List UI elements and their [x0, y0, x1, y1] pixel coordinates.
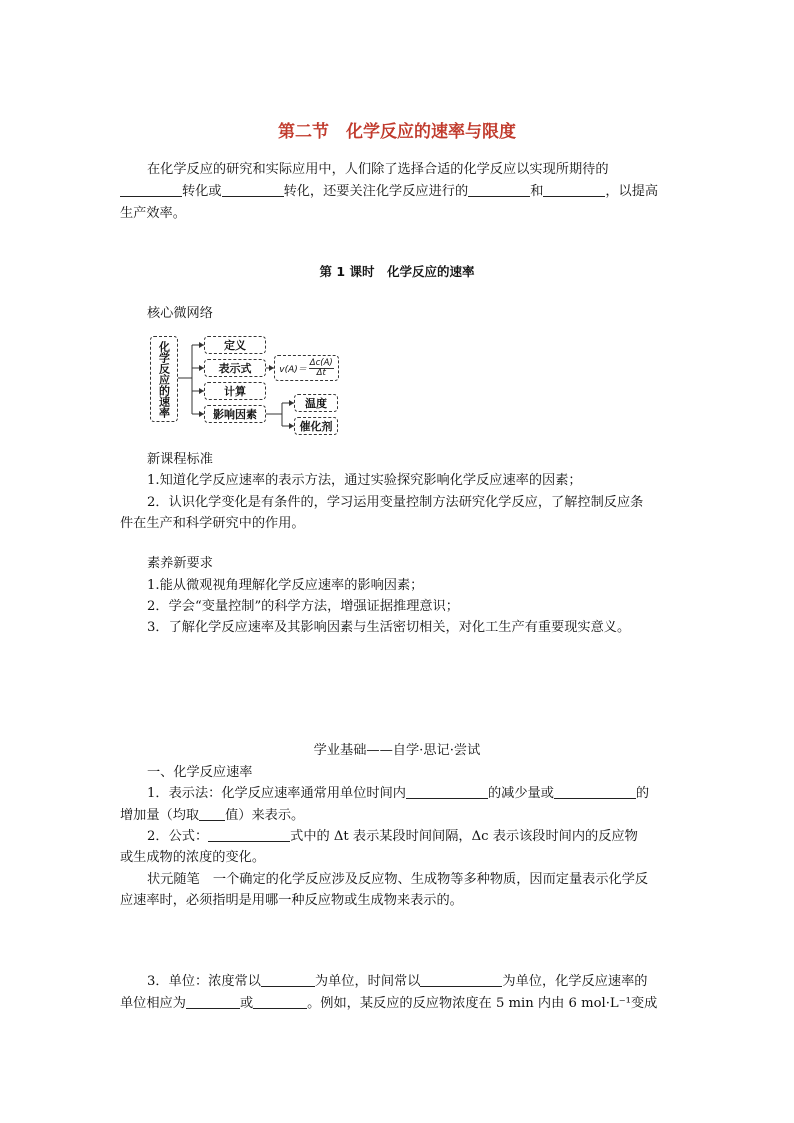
rate-formula — [274, 355, 339, 381]
intro-line-3: 生产效率。 — [120, 206, 186, 221]
curriculum-heading: 新课程标准 — [147, 452, 213, 467]
section-heading: 学业基础——自学·思记·尝试 — [313, 743, 481, 758]
curriculum-item-2-cont: 件在生产和科学研究中的作用。 — [120, 516, 305, 531]
node-factors: 影响因素 — [204, 405, 266, 423]
p1-text: 增加量（均取 — [120, 808, 200, 823]
paragraph-1-line-1 — [147, 786, 649, 802]
paragraph-2-line-2: 或生成物的浓度的变化。 — [120, 850, 266, 865]
formula-fraction — [309, 359, 334, 378]
p1-text: 值）来表示。 — [225, 808, 305, 823]
section-title: 第二节 化学反应的速率与限度 — [278, 122, 516, 142]
fill-blank[interactable] — [199, 808, 225, 821]
factor-catalyst: 催化剂 — [294, 417, 338, 435]
network-root — [150, 336, 178, 422]
p3-text: 单位相应为 — [120, 996, 186, 1011]
p3-text: 为单位，化学反应速率的 — [502, 974, 648, 989]
paragraph-3-line-1 — [147, 974, 647, 990]
note-line-1: 状元随笔 一个确定的化学反应涉及反应物、生成物等多种物质，因而定量表示化学反 — [147, 872, 649, 887]
literacy-heading: 素养新要求 — [147, 556, 213, 571]
paragraph-3-line-2 — [120, 996, 657, 1012]
fill-blank[interactable] — [406, 786, 488, 799]
intro-text: 转化或 — [182, 184, 222, 199]
node-expression: 表示式 — [204, 359, 266, 377]
fill-blank[interactable] — [554, 786, 636, 799]
intro-line-1: 在化学反应的研究和实际应用中，人们除了选择合适的化学反应以实现所期待的 — [147, 162, 609, 177]
p1-text: 的减少量或 — [487, 786, 554, 801]
fill-blank[interactable] — [253, 996, 307, 1009]
fill-blank[interactable] — [208, 829, 290, 842]
intro-text: 转化，还要关注化学反应进行的 — [283, 184, 469, 199]
network-root-label: 化学反应的速率 — [157, 340, 171, 418]
formula-denominator: Δt — [316, 367, 326, 378]
node-calculation: 计算 — [204, 382, 266, 400]
curriculum-item-2: 2．认识化学变化是有条件的，学习运用变量控制方法研究化学反应，了解控制反应条 — [147, 495, 644, 510]
formula-lhs: v(A)＝ — [279, 364, 307, 375]
p2-text: 式中的 Δt 表示某段时间间隔，Δc 表示该段时间内的反应物 — [290, 829, 638, 844]
p3-text: 3．单位：浓度常以 — [147, 974, 261, 989]
paragraph-2-line-1 — [147, 829, 638, 845]
p1-text: 的 — [635, 786, 650, 801]
literacy-item-3: 3．了解化学反应速率及其影响因素与生活密切相关，对化工生产有重要现实意义。 — [147, 620, 631, 635]
subsection-heading: 一、化学反应速率 — [147, 765, 253, 780]
fill-blank[interactable] — [420, 974, 502, 987]
p1-text: 1．表示法：化学反应速率通常用单位时间内 — [147, 786, 406, 801]
curriculum-item-1: 1.知道化学反应速率的表示方法，通过实验探究影响化学反应速率的因素； — [147, 473, 582, 488]
paragraph-1-line-2 — [120, 808, 304, 824]
fill-blank[interactable] — [186, 996, 240, 1009]
factor-temperature: 温度 — [294, 394, 338, 412]
p3-text: 。例如，某反应的反应物浓度在 5 min 内由 6 mol·L⁻¹变成 — [307, 996, 658, 1011]
p3-text: 为单位，时间常以 — [314, 974, 421, 989]
literacy-item-1: 1.能从微观视角理解化学反应速率的影响因素； — [147, 578, 424, 593]
intro-text: 和 — [530, 184, 544, 199]
p2-text: 2．公式： — [147, 829, 209, 844]
fill-blank[interactable] — [261, 974, 315, 987]
literacy-item-2: 2．学会“变量控制”的科学方法，增强证据推理意识； — [147, 599, 459, 614]
network-heading: 核心微网络 — [147, 306, 213, 321]
intro-text: ，以提高 — [605, 184, 659, 199]
lesson-title: 第 1 课时 化学反应的速率 — [319, 264, 475, 279]
p3-text: 或 — [239, 996, 254, 1011]
formula-numerator: Δc(A) — [309, 357, 333, 368]
note-line-2: 应速率时，必须指明是用哪一种反应物或生成物来表示的。 — [120, 893, 463, 908]
node-definition: 定义 — [204, 336, 266, 354]
